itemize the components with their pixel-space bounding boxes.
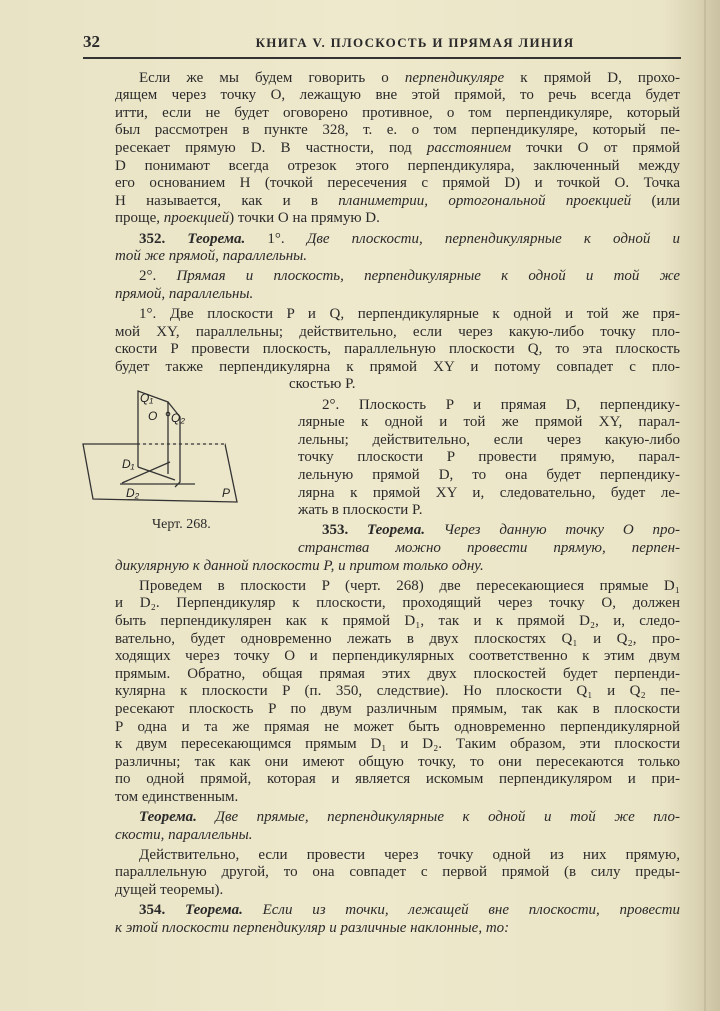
text-line — [115, 864, 680, 882]
label-q2: Q₂ — [171, 411, 185, 425]
text-line — [115, 789, 680, 807]
text-segment: скости P провести плоскость, параллельную плоскости Q, то эта плоскость — [115, 341, 680, 358]
text-line — [115, 286, 680, 304]
emphasized-text: Теорема. — [139, 809, 197, 826]
label-q1: Q₁ — [140, 391, 154, 405]
emphasized-text: той же прямой, параллельны. — [115, 248, 308, 265]
paragraph — [115, 231, 680, 266]
emphasized-text: прямой, параллельны. — [115, 285, 254, 302]
text-line — [115, 105, 680, 123]
text-line — [115, 324, 680, 342]
text-segment: точку плоскости P провести прямую, парал- — [298, 449, 680, 466]
paragraph — [115, 306, 680, 394]
text-line — [115, 754, 680, 772]
label-d1: D₁ — [122, 457, 135, 471]
text-segment: 1°. — [245, 230, 307, 247]
text-line — [115, 736, 680, 754]
emphasized-text: дикулярную к данной плоскости P, и притом только одну. — [115, 557, 484, 574]
text-segment: 1°. Две плоскости P и Q, перпендикулярные к одной и той же пря- — [139, 306, 680, 323]
emphasized-text: Две прямые, перпендикулярные к одной и той же пло- — [196, 809, 680, 826]
text-line — [115, 306, 680, 324]
text-line — [298, 449, 680, 467]
paragraph — [115, 847, 680, 900]
text-segment: ресекают плоскость P по двум различным прямым, так как в плоскости — [115, 700, 680, 717]
text-segment: его основанием H (точкой пересечения с прямой D) и точкой O. Точка — [115, 175, 680, 192]
text-line — [115, 122, 680, 140]
body-text — [115, 67, 680, 937]
text-line — [115, 920, 680, 938]
emphasized-text: 353. — [322, 522, 368, 539]
header-rule — [83, 57, 681, 59]
text-line — [115, 683, 680, 701]
text-segment: скостью P. — [289, 376, 356, 393]
text-segment: ходящих через точку O и перпендикулярных соответственно к этим двум — [115, 648, 680, 665]
paragraph — [115, 558, 680, 576]
page-edge-shadow — [704, 0, 706, 1011]
text-segment: H называется, как и в — [115, 192, 339, 209]
emphasized-text: Две плоскости, перпендикулярные к одной и — [306, 230, 681, 247]
text-segment: 2°. — [139, 268, 177, 285]
text-line — [115, 719, 680, 737]
text-segment: дущей теоремы). — [115, 882, 224, 899]
text-line — [298, 540, 680, 558]
text-segment: прямым. Обратно, общая прямая этих двух плоскостей будет перпенди- — [115, 665, 680, 682]
figure-caption: Черт. 268. — [152, 517, 211, 532]
text-segment: к двум пересекающимся прямым D₁ и D₂. Таким образом, эти плоскости — [115, 736, 680, 753]
text-line — [298, 397, 680, 415]
emphasized-text: Теорема. — [184, 902, 243, 919]
text-line — [298, 432, 680, 450]
text-segment: ресекает прямую D. В частности, под — [115, 139, 427, 156]
label-o: O — [148, 409, 158, 423]
text-line — [115, 341, 680, 359]
text-line — [298, 467, 680, 485]
text-segment: различны; так как они имеют общую точку, то они пересекаются только — [115, 753, 680, 770]
emphasized-text: Прямая и плоскость, перпендикулярные к одной и той же — [176, 268, 681, 285]
text-line — [115, 882, 680, 900]
text-segment: кулярна к плоскости P (п. 350, следствие). Но плоскости Q₁ и Q₂ пе- — [115, 683, 680, 700]
page-number: 32 — [83, 32, 100, 51]
paragraph — [115, 578, 680, 807]
text-segment: проще, — [115, 210, 164, 227]
text-segment: Если же мы будем говорить о — [139, 69, 405, 86]
text-line — [115, 193, 680, 211]
text-segment: к прямой D, прохо- — [504, 69, 680, 86]
text-line — [115, 231, 680, 249]
text-line — [298, 522, 680, 540]
paragraph — [298, 397, 680, 520]
text-segment: лельны; действительно, если через какую-либо — [298, 431, 680, 448]
text-segment: параллельную другой, то она совпадет с первой прямой (в силу преды- — [115, 864, 680, 881]
text-segment: Действительно, если провести через точку одной из них прямую, — [139, 846, 680, 863]
text-line — [115, 210, 680, 228]
running-title: КНИГА V. ПЛОСКОСТЬ И ПРЯМАЯ ЛИНИЯ — [255, 35, 575, 50]
emphasized-text: перпендикуляре — [404, 69, 505, 86]
text-line — [115, 847, 680, 865]
text-segment: ) точки O на прямую D. — [229, 210, 380, 227]
emphasized-text: расстоянием — [426, 139, 512, 156]
text-line — [115, 70, 680, 88]
text-segment: вательно, будет одновременно лежать в двух плоскостях Q₁ и Q₂, про- — [115, 630, 680, 647]
text-line — [115, 359, 680, 377]
text-line — [115, 175, 680, 193]
text-line — [115, 268, 680, 286]
emphasized-text: странства можно провести прямую, перпен- — [298, 540, 680, 556]
emphasized-text: к этой плоскости перпендикуляр и различные наклонные, то: — [115, 919, 510, 936]
emphasized-text: Теорема. — [367, 522, 425, 539]
text-segment: итти, если не будет оговорено противное, о том перпендикуляре, который — [115, 104, 680, 121]
text-line — [298, 414, 680, 432]
text-line — [115, 809, 680, 827]
text-segment: лярна к прямой XY и, следовательно, будет ле- — [298, 484, 680, 501]
text-segment: лельную прямой D, то она будет перпендику- — [298, 467, 680, 484]
text-segment: и D₂. Перпендикуляр к плоскости, проходящий через точку O, должен — [115, 595, 680, 612]
text-segment: том единственным. — [115, 788, 239, 805]
text-segment: 2°. Плоскость P и прямая D, перпендику- — [322, 396, 680, 413]
paragraph — [115, 70, 680, 228]
text-segment: точки O от прямой — [511, 139, 680, 156]
text-line — [115, 771, 680, 789]
text-line — [289, 376, 680, 394]
emphasized-text: 352. — [139, 230, 188, 247]
text-line — [115, 158, 680, 176]
text-line — [115, 701, 680, 719]
emphasized-text: Через данную точку O про- — [424, 522, 680, 539]
paragraph — [115, 809, 680, 844]
label-d2: D₂ — [126, 486, 140, 500]
text-line — [115, 595, 680, 613]
paragraph — [298, 522, 680, 557]
text-segment: по одной прямой, которая и является искомым перпендикуляром и при- — [115, 771, 680, 788]
text-segment: D понимают всегда отрезок этого перпендикуляра, заключенный между — [115, 157, 680, 174]
paragraph — [115, 268, 680, 303]
text-line — [115, 827, 680, 845]
text-line — [115, 87, 680, 105]
emphasized-text: проекцией — [163, 210, 230, 227]
emphasized-text: 354. — [139, 902, 185, 919]
text-segment: будет также перпендикулярна к прямой XY и потому совпадет с пло- — [115, 358, 680, 375]
text-line — [115, 631, 680, 649]
text-line — [115, 666, 680, 684]
text-line — [115, 140, 680, 158]
text-segment: был рассмотрен в пункте 328, т. е. о том перпендикуляре, который пе- — [115, 122, 680, 139]
text-segment: дящем через точку O, лежащую вне этой прямой, то речь всегда будет — [115, 87, 680, 104]
label-p: P — [222, 486, 231, 500]
text-line — [298, 485, 680, 503]
text-segment: лярные к одной и той же прямой XY, парал- — [298, 414, 680, 431]
text-line — [115, 613, 680, 631]
text-segment: жать в плоскости P. — [298, 502, 423, 519]
paragraph — [115, 902, 680, 937]
emphasized-text: Если из точки, лежащей вне плоскости, провести — [242, 902, 681, 919]
text-line — [115, 558, 680, 576]
text-segment: мой XY, параллельны; действительно, если через какую-либо точку пло- — [115, 323, 680, 340]
text-segment: быть перпендикулярен как к прямой D₁, так и к прямой D₂, и, следо- — [115, 612, 680, 629]
text-segment: Проведем в плоскости P (черт. 268) две пересекающиеся прямые D₁ — [139, 577, 680, 594]
text-line — [115, 578, 680, 596]
text-line — [115, 902, 680, 920]
text-line — [115, 248, 680, 266]
emphasized-text: скости, параллельны. — [115, 826, 253, 843]
text-line — [298, 502, 680, 520]
emphasized-text: Теорема. — [187, 230, 246, 247]
text-line — [115, 648, 680, 666]
text-segment: (или — [631, 192, 680, 209]
emphasized-text: планиметрии, ортогональной проекцией — [338, 192, 632, 209]
text-segment: P одна и та же прямая не может быть одновременно перпендикулярной — [115, 718, 680, 735]
